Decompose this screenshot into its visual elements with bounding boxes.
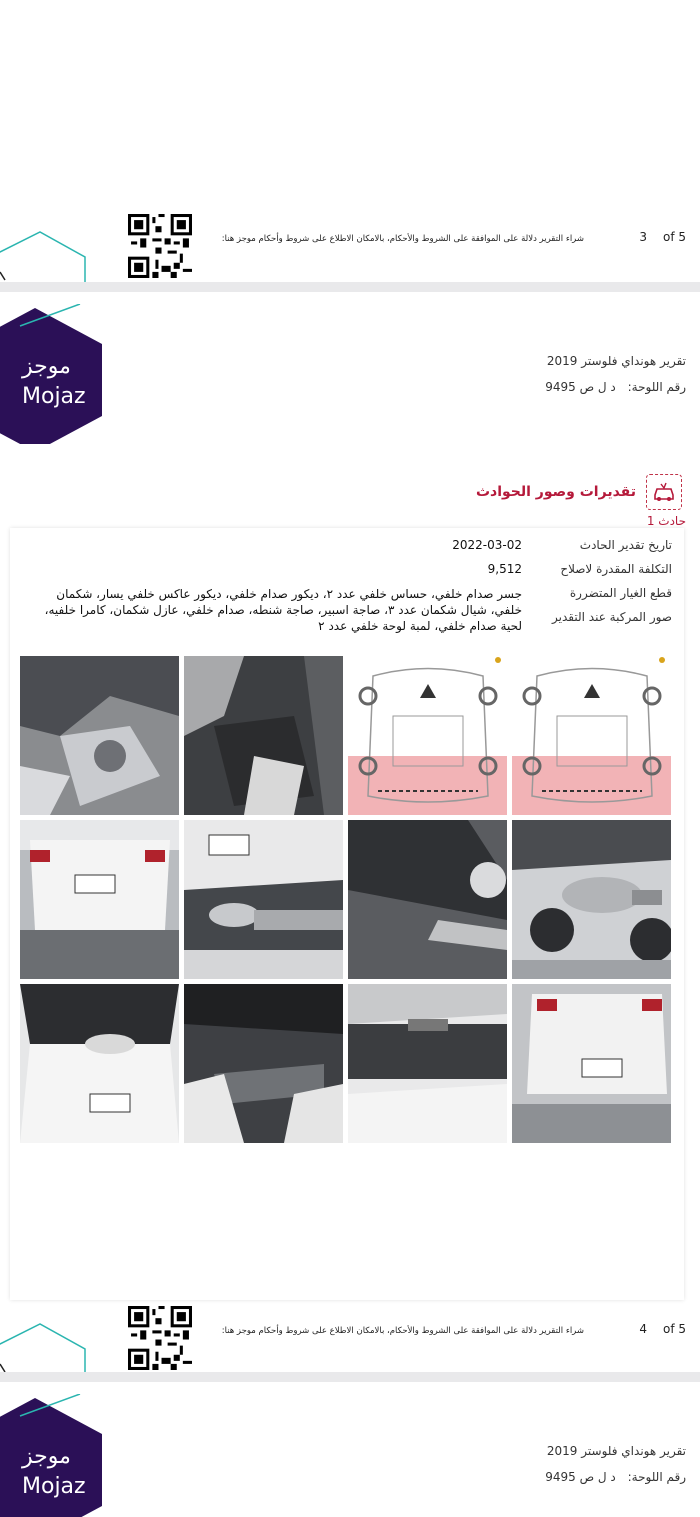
qr-code-icon[interactable] [128,1306,192,1370]
report-page-3 [0,0,700,282]
date-value: 2022-03-02 [452,538,522,552]
damage-diagram[interactable] [348,656,507,815]
section-title: تقديرات وصور الحوادث [475,484,636,500]
logo-text-en: Mojaz [22,384,86,409]
page-footer [0,214,700,282]
damage-photo[interactable] [512,820,671,979]
cost-value: 9,512 [487,562,522,576]
damage-photo[interactable] [184,656,343,815]
damage-photo[interactable] [348,820,507,979]
logo-text-ar: موجز [22,1444,71,1469]
date-label: تاريخ تقدير الحادث [579,538,672,552]
logo-text-en: Mojaz [22,1474,86,1499]
section-header [476,474,682,510]
car-damage-icon [646,474,682,510]
damage-photo[interactable] [512,984,671,1143]
report-page-4 [0,292,700,1372]
damage-photo[interactable] [348,984,507,1143]
parts-label: قطع الغيار المتضررة [569,586,672,600]
page-number: 4 of 5 [639,1322,686,1336]
plate-number: رقم اللوحة: د ل ص 9495 [545,380,686,394]
plate-number: رقم اللوحة: د ل ص 9495 [545,1470,686,1484]
report-title: تقرير هونداي فلوستر 2019 [546,1444,686,1458]
logo-text-ar: موجز [22,354,71,379]
incident-number: حادث 1 [646,514,686,528]
photo-grid [20,656,672,1143]
damage-photo[interactable] [20,820,179,979]
damage-photo[interactable] [184,984,343,1143]
hexagon-decoration-icon [0,1314,90,1372]
damage-photo[interactable] [20,656,179,815]
photos-label: صور المركبة عند التقدير [552,610,672,624]
mojaz-logo [0,304,110,444]
hexagon-decoration-icon [0,222,90,282]
footer-disclaimer: شراء التقرير دلالة على الموافقة على الشروط والأحكام، بالامكان الاطلاع على شروط وأحكام موجز هنا: [221,1326,584,1336]
incident-card [10,528,684,1300]
parts-value: جسر صدام خلفي، حساس خلفي عدد ٢، ديكور صدام خلفي، ديكور عاكس خلفي يسار، شكمان خلفي، شيال شكمان عدد ٣، صاجة اسبير، صاجة شنطه، صدام خلفي، عازل شكمان، كامرا خلفيه، لحية صدام خلفي، لمبة لوحة خلفي عدد ٢ [44,587,522,633]
footer-disclaimer: شراء التقرير دلالة على الموافقة على الشروط والأحكام، بالامكان الاطلاع على شروط وأحكام موجز هنا: [221,234,584,244]
damage-photo[interactable] [20,984,179,1143]
report-page-5 [0,1382,700,1517]
page-footer [0,1306,700,1372]
page-number: 3 of 5 [639,230,686,244]
cost-label: التكلفة المقدرة لاصلاح [560,562,672,576]
report-title: تقرير هونداي فلوستر 2019 [546,354,686,368]
damage-photo[interactable] [184,820,343,979]
mojaz-logo [0,1394,110,1517]
qr-code-icon[interactable] [128,214,192,278]
damage-diagram[interactable] [512,656,671,815]
